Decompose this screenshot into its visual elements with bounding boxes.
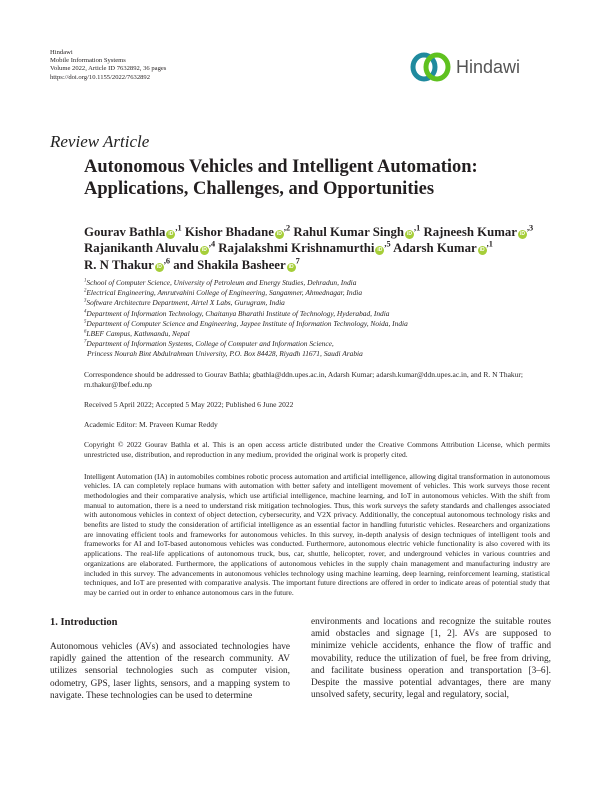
affiliation (84, 319, 550, 329)
affiliation-text: Electrical Engineering, Amrutvahini College of Engineering, Sangamner, Ahmednagar, India (86, 288, 363, 298)
hindawi-rings-icon (409, 50, 453, 84)
author-name: Rajneesh Kumar (423, 225, 517, 239)
correspondence: Correspondence should be addressed to Gourav Bathla; gbathla@ddn.upes.ac.in, Adarsh Kumar; adarsh.kumar@ddn.upes.ac.in, and R. N Thakur; rn.thakur@lbef.edu.np (84, 369, 523, 389)
affiliation-number: ,4 (208, 240, 216, 250)
affiliation (84, 309, 550, 319)
doi-link[interactable]: https://doi.org/10.1155/2022/7632892 (50, 73, 151, 81)
affiliation (84, 339, 550, 349)
author-name: Adarsh Kumar (393, 241, 477, 256)
paper-title: Autonomous Vehicles and Intelligent Automation: Applications, Challenges, and Opportunities (84, 157, 478, 199)
affiliation-number: 6 (84, 329, 87, 335)
section-heading: 1. Introduction (50, 616, 118, 628)
logo-text: Hindawi (456, 56, 521, 77)
intro-left (50, 616, 290, 702)
affiliations (84, 278, 550, 360)
author-list (84, 224, 550, 273)
abstract: Intelligent Automation (IA) in automobiles combines robotic process automation and artificial intelligence, allowing digital transformation in autonomous vehicles. IA can completely replace humans with automation with better safety and intelligent movement of vehicles. This work surveys those recent methodologies and their comparative analysis, which use artificial intelligence, machine learning, and IoT in autonomous vehicles. With the shift from manual to automation, there is a need to understand risk mitigation technologies. Thus, this work surveys the safety standards and challenges associated with autonomous vehicles in context of object detection, cybersecurity, and V2X privacy. Additionally, the conceptual autonomous technology risks and benefits are listed to study the consideration of artificial intelligence as an essential factor in handling futuristic vehicles. Researchers and organizations are innovating efficient tools and frameworks for autonomous vehicles. In this survey, in-depth analysis of design techniques of intelligent tools and frameworks for AI and IoT-based autonomous vehicles was conducted. Furthermore, autonomous electric vehicle functionality is also covered with its applications. The real-life applications of autonomous truck, bus, car, shuttle, helicopter, rover, and underground vehicles in various countries and organizations are elaborated. Furthermore, the applications of autonomous vehicles in the supply chain management and manufacturing industry are included in this survey. The advancements in autonomous vehicles technology using machine learning, deep learning, reinforcement learning, statistical techniques, and IoT are presented with comparative analysis. The important future directions are offered in order to indicate areas of potential study that may be carried out in order to enhance autonomous cars in the future. (84, 471, 550, 597)
orcid-icon[interactable]: iD (156, 263, 162, 270)
affiliation-text: Princess Nourah Bint Abdulrahman University, P.O. Box 84428, Riyadh 11671, Saudi Arabia (87, 349, 363, 359)
orcid-icon[interactable]: iD (519, 231, 525, 237)
intro-right-column: environments and locations and recognize the suitable routes amid obstacles and signage [1, 2]. AVs are supposed to minimize vehicle accidents, enhance the flow of traffic and movability, reduce the utilization of fuel, be free from driving, and facilitate business operation and transportation [3–6]. Despite the massive potential advantages, there are many unsolved safety, security, legal and regulatory, social, (311, 616, 551, 701)
affiliation-number: ,2 (283, 223, 291, 233)
author-name: Rajanikanth Aluvalu (84, 241, 199, 256)
affiliation-text: LBEF Campus, Kathmandu, Nepal (86, 328, 190, 338)
orcid-icon[interactable]: iD (407, 231, 413, 237)
affiliation (84, 349, 550, 359)
affiliation (84, 278, 550, 288)
author-name: R. N Thakur (84, 257, 154, 272)
orcid-icon[interactable]: iD (168, 231, 174, 237)
orcid-icon[interactable]: iD (276, 231, 282, 237)
article-body (50, 132, 550, 702)
affiliation-text: Software Architecture Department, Airtel X Labs, Gurugram, India (86, 298, 285, 308)
hindawi-logo (409, 50, 520, 84)
author-name: Rahul Kumar Singh (293, 225, 405, 239)
affiliation-number: 7 (84, 339, 87, 345)
copyright: Copyright © 2022 Gourav Bathla et al. This is an open access article distributed under the Creative Commons Attribution License, which permits unrestricted use, distribution, and reproduction in any medium, provided the original work is properly cited. (84, 439, 550, 459)
affiliation (84, 288, 550, 298)
affiliation-number: 2 (84, 288, 87, 294)
affiliation-number: ,3 (526, 223, 534, 233)
journal-name: Mobile Information Systems (50, 57, 126, 65)
affiliation-text: Department of Computer Science and Engineering, Jaypee Institute of Information Technology, Noida, India (86, 318, 408, 328)
affiliation-number: 1 (84, 278, 87, 284)
intro-left-column: Autonomous vehicles (AVs) and associated technologies have rapidly gained the attention of the research community. AV utilizes sensorial technologies such as computer vision, odometry, GPS, laser lights, sensors, and a mapping system to navigate. These technologies can be used to determine (50, 641, 290, 701)
affiliation-number: ,5 (384, 240, 391, 250)
affiliation-text: Department of Information Systems, College of Computer and Information Science, (86, 339, 334, 349)
affiliation-text: Department of Information Technology, Chaitanya Bharathi Institute of Technology, Hyderabad, India (86, 308, 390, 318)
orcid-icon[interactable]: iD (201, 247, 207, 254)
article-type: Review Article (50, 132, 150, 151)
affiliation-number: ,1 (175, 223, 182, 233)
dates: Received 5 April 2022; Accepted 5 May 2022; Published 6 June 2022 (84, 399, 294, 409)
orcid-icon[interactable]: iD (377, 247, 383, 254)
academic-editor: Academic Editor: M. Praveen Kumar Reddy (84, 419, 218, 429)
journal-info (50, 49, 166, 82)
affiliation-number: ,1 (414, 223, 421, 233)
orcid-icon[interactable]: iD (479, 247, 485, 254)
affiliation-number: ,6 (163, 256, 171, 266)
volume: Volume 2022, Article ID 7632892, 36 pages (50, 65, 167, 73)
introduction-section (50, 616, 550, 702)
author-name: Rajalakshmi Krishnamurthi (218, 241, 375, 256)
affiliation-number: ,1 (486, 240, 493, 250)
affiliation-number: 7 (295, 256, 300, 266)
author-name: Kishor Bhadane (184, 225, 274, 239)
affiliation-text: School of Computer Science, University of Petroleum and Energy Studies, Dehradun, India (86, 277, 357, 287)
affiliation-number: 4 (84, 309, 87, 315)
publisher: Hindawi (50, 49, 73, 56)
affiliation (84, 298, 550, 308)
affiliation (84, 329, 550, 339)
author-name: Shakila Basheer (197, 257, 286, 272)
affiliation-number: 5 (84, 319, 87, 325)
orcid-icon[interactable]: iD (288, 263, 294, 270)
affiliation-number: 3 (84, 298, 87, 304)
author-name: Gourav Bathla (84, 225, 166, 239)
and-text: and (173, 257, 198, 272)
